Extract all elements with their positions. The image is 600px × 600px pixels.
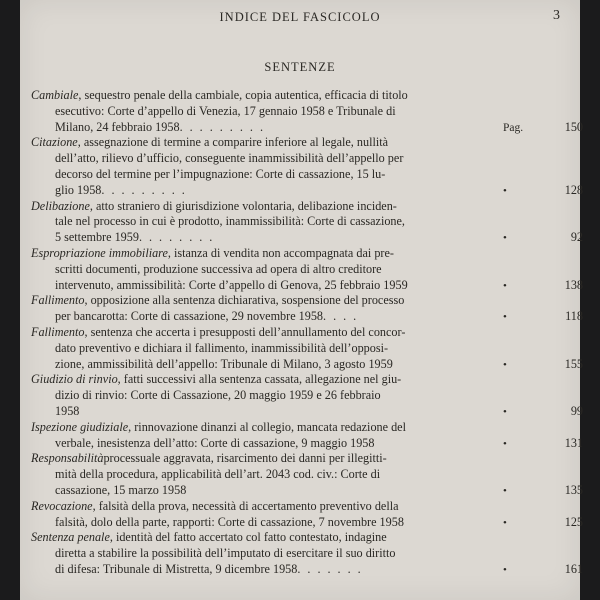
entry-text: cassazione, 15 marzo 1958 <box>55 482 187 497</box>
entry-line <box>31 515 583 531</box>
page-reference <box>503 309 583 326</box>
index-entry <box>31 420 583 452</box>
running-header: INDICE DEL FASCICOLO <box>219 10 381 24</box>
page-number-ref: 92 <box>570 230 583 245</box>
entry-line <box>31 325 583 341</box>
entry-text: diretta a stabilire la possibilità dell’imputato di esercitare il suo diritto <box>55 546 396 561</box>
entry-text: Milano, 24 febbraio 1958 <box>55 119 180 134</box>
entry-line <box>31 451 583 467</box>
entry-text: , assegnazione di termine a comparire inferiore al legale, nullità <box>77 135 389 150</box>
entry-line <box>31 499 583 515</box>
entry-text: 1958 <box>55 403 80 418</box>
entry-text: mità della procedura, applicabilità dell’art. 2043 cod. civ.: Corte di <box>55 467 381 482</box>
entry-keyword: Cambiale <box>31 88 79 102</box>
entry-text: dizio di rinvio: Corte di Cassazione, 20 maggio 1959 e 26 febbraio <box>55 388 381 403</box>
entry-line <box>31 120 583 136</box>
page-prefix: Pag. <box>503 121 524 134</box>
ditto-mark: • <box>503 311 507 324</box>
entry-text: falsità, dolo della parte, rapporti: Corte di cassazione, 7 novembre 1958 <box>55 514 404 529</box>
entry-line <box>31 388 583 404</box>
entry-line <box>31 151 583 167</box>
index-entry <box>31 499 583 531</box>
entry-line <box>31 167 583 183</box>
entry-line <box>31 530 583 546</box>
entry-text: scritti documenti, produzione successiva ad opera di altro creditore <box>55 261 382 276</box>
entry-line <box>31 467 583 483</box>
entry-text: , fatti successivi alla sentenza cassata, allegazione nel giu- <box>117 372 402 387</box>
ditto-mark: • <box>503 358 507 371</box>
entry-text: tale nel processo in cui è prodotto, inammissibilità: Corte di cassazione, <box>55 214 405 229</box>
page-reference <box>503 120 583 137</box>
entry-text: dell’atto, rilievo d’ufficio, conseguente inammissibilità dell’appello per <box>55 151 404 166</box>
entry-line <box>31 104 583 120</box>
page-number: 3 <box>553 8 560 23</box>
entry-line <box>31 436 583 452</box>
page-reference <box>503 562 583 579</box>
entry-line <box>31 341 583 357</box>
page-number-ref: 155 <box>564 356 583 371</box>
section-title: SENTENZE <box>264 60 336 74</box>
page-number-ref: 135 <box>564 482 583 497</box>
ditto-mark: • <box>503 405 507 418</box>
index-entry <box>31 246 583 293</box>
entry-line <box>31 135 583 151</box>
leader-dots: ........ <box>138 230 220 245</box>
leader-dots: ....... <box>297 561 368 576</box>
entry-text: , opposizione alla sentenza dichiarativa, sospensione del processo <box>84 293 405 308</box>
leader-dots: ......... <box>179 119 270 134</box>
entry-line <box>31 404 583 420</box>
page-number-ref: 128 <box>564 182 583 197</box>
entry-keyword: Fallimento <box>31 324 85 339</box>
index-entry <box>31 372 583 419</box>
entry-line <box>31 562 583 578</box>
entry-line <box>31 214 583 230</box>
entry-text: dato preventivo e dichiara il fallimento, inammissibilità dell’opposi- <box>55 340 389 355</box>
entry-text: glio 1958 <box>55 182 102 197</box>
ditto-mark: • <box>503 232 507 245</box>
entry-text: , identità del fatto accertato col fatto contestato, indagine <box>109 530 387 545</box>
entry-line <box>31 183 583 199</box>
index-entries <box>31 88 583 578</box>
entry-text: processuale aggravata, risarcimento dei danni per illegitti- <box>103 451 387 466</box>
entry-keyword: Espropriazione immobiliare <box>31 245 168 260</box>
ditto-mark: • <box>503 563 507 576</box>
leader-dots: ......... <box>101 182 192 197</box>
entry-text: verbale, inesistenza dell’atto: Corte di cassazione, 9 maggio 1958 <box>55 435 375 450</box>
entry-text: zione, ammissibilità dell’appello: Tribunale di Milano, 3 agosto 1959 <box>55 356 393 371</box>
ditto-mark: • <box>503 184 507 197</box>
entry-text: , sentenza che accerta i presupposti dell’annullamento del concor- <box>84 324 406 339</box>
document-page <box>20 0 583 600</box>
page-number-ref: 118 <box>565 309 583 324</box>
index-entry <box>31 325 583 372</box>
entry-text: , istanza di vendita non accompagnata dai pre- <box>167 245 394 260</box>
page-number-ref: 150 <box>564 119 583 134</box>
ditto-mark: • <box>503 279 507 292</box>
page-number-ref: 99 <box>570 403 583 418</box>
entry-line <box>31 278 583 294</box>
page-reference <box>503 230 583 247</box>
ditto-mark: • <box>503 484 507 497</box>
leader-dots: .... <box>323 309 364 324</box>
page-reference <box>503 404 583 421</box>
page-reference <box>503 515 583 532</box>
entry-line <box>31 88 583 104</box>
page-reference <box>503 278 583 295</box>
entry-text: di difesa: Tribunale di Mistretta, 9 dicembre 1958 <box>55 561 298 576</box>
entry-keyword: Sentenza penale <box>31 530 110 545</box>
entry-line <box>31 420 583 436</box>
index-entry <box>31 199 583 246</box>
entry-text: esecutivo: Corte d’appello di Venezia, 17 gennaio 1958 e Tribunale di <box>55 103 396 118</box>
index-entry <box>31 88 583 135</box>
entry-line <box>31 230 583 246</box>
entry-keyword: Responsabilità <box>31 451 104 466</box>
page-reference <box>503 483 583 500</box>
entry-line <box>31 357 583 373</box>
entry-text: , falsità della prova, necessità di accertamento preventivo della <box>92 498 399 513</box>
entry-keyword: Delibazione <box>31 198 90 213</box>
page-reference <box>503 357 583 374</box>
entry-text: , rinnovazione dinanzi al collegio, mancata redazione del <box>128 419 406 434</box>
entry-line <box>31 372 583 388</box>
entry-text: , atto straniero di giurisdizione volontaria, delibazione inciden- <box>89 198 397 213</box>
ditto-mark: • <box>503 516 507 529</box>
entry-keyword: Ispezione giudiziale <box>31 419 129 434</box>
entry-line <box>31 483 583 499</box>
page-reference <box>503 436 583 453</box>
entry-text: decorso del termine per l’impugnazione: Corte di cassazione, 15 lu- <box>55 166 386 181</box>
entry-line <box>31 199 583 215</box>
entry-keyword: Fallimento <box>31 293 85 308</box>
ditto-mark: • <box>503 437 507 450</box>
page-number-ref: 131 <box>564 435 583 450</box>
index-entry <box>31 293 583 325</box>
entry-text: per bancarotta: Corte di cassazione, 29 novembre 1958 <box>55 309 324 324</box>
page-number-ref: 125 <box>564 514 583 529</box>
entry-text: 5 settembre 1959 <box>55 230 139 245</box>
entry-keyword: Citazione <box>31 135 78 150</box>
entry-line <box>31 262 583 278</box>
index-entry <box>31 530 583 577</box>
entry-line <box>31 309 583 325</box>
page-number-ref: 138 <box>564 277 583 292</box>
entry-line <box>31 293 583 309</box>
index-entry <box>31 135 583 198</box>
page-reference <box>503 183 583 200</box>
page-number-ref: 161 <box>564 561 583 576</box>
entry-text: intervenuto, ammissibilità: Corte d’appello di Genova, 25 febbraio 1959 <box>55 277 408 292</box>
entry-line <box>31 546 583 562</box>
index-entry <box>31 451 583 498</box>
entry-keyword: Revocazione <box>31 498 93 513</box>
entry-keyword: Giudizio di rinvio <box>31 372 118 387</box>
entry-line <box>31 246 583 262</box>
entry-text: , sequestro penale della cambiale, copia autentica, efficacia di titolo <box>78 88 408 102</box>
